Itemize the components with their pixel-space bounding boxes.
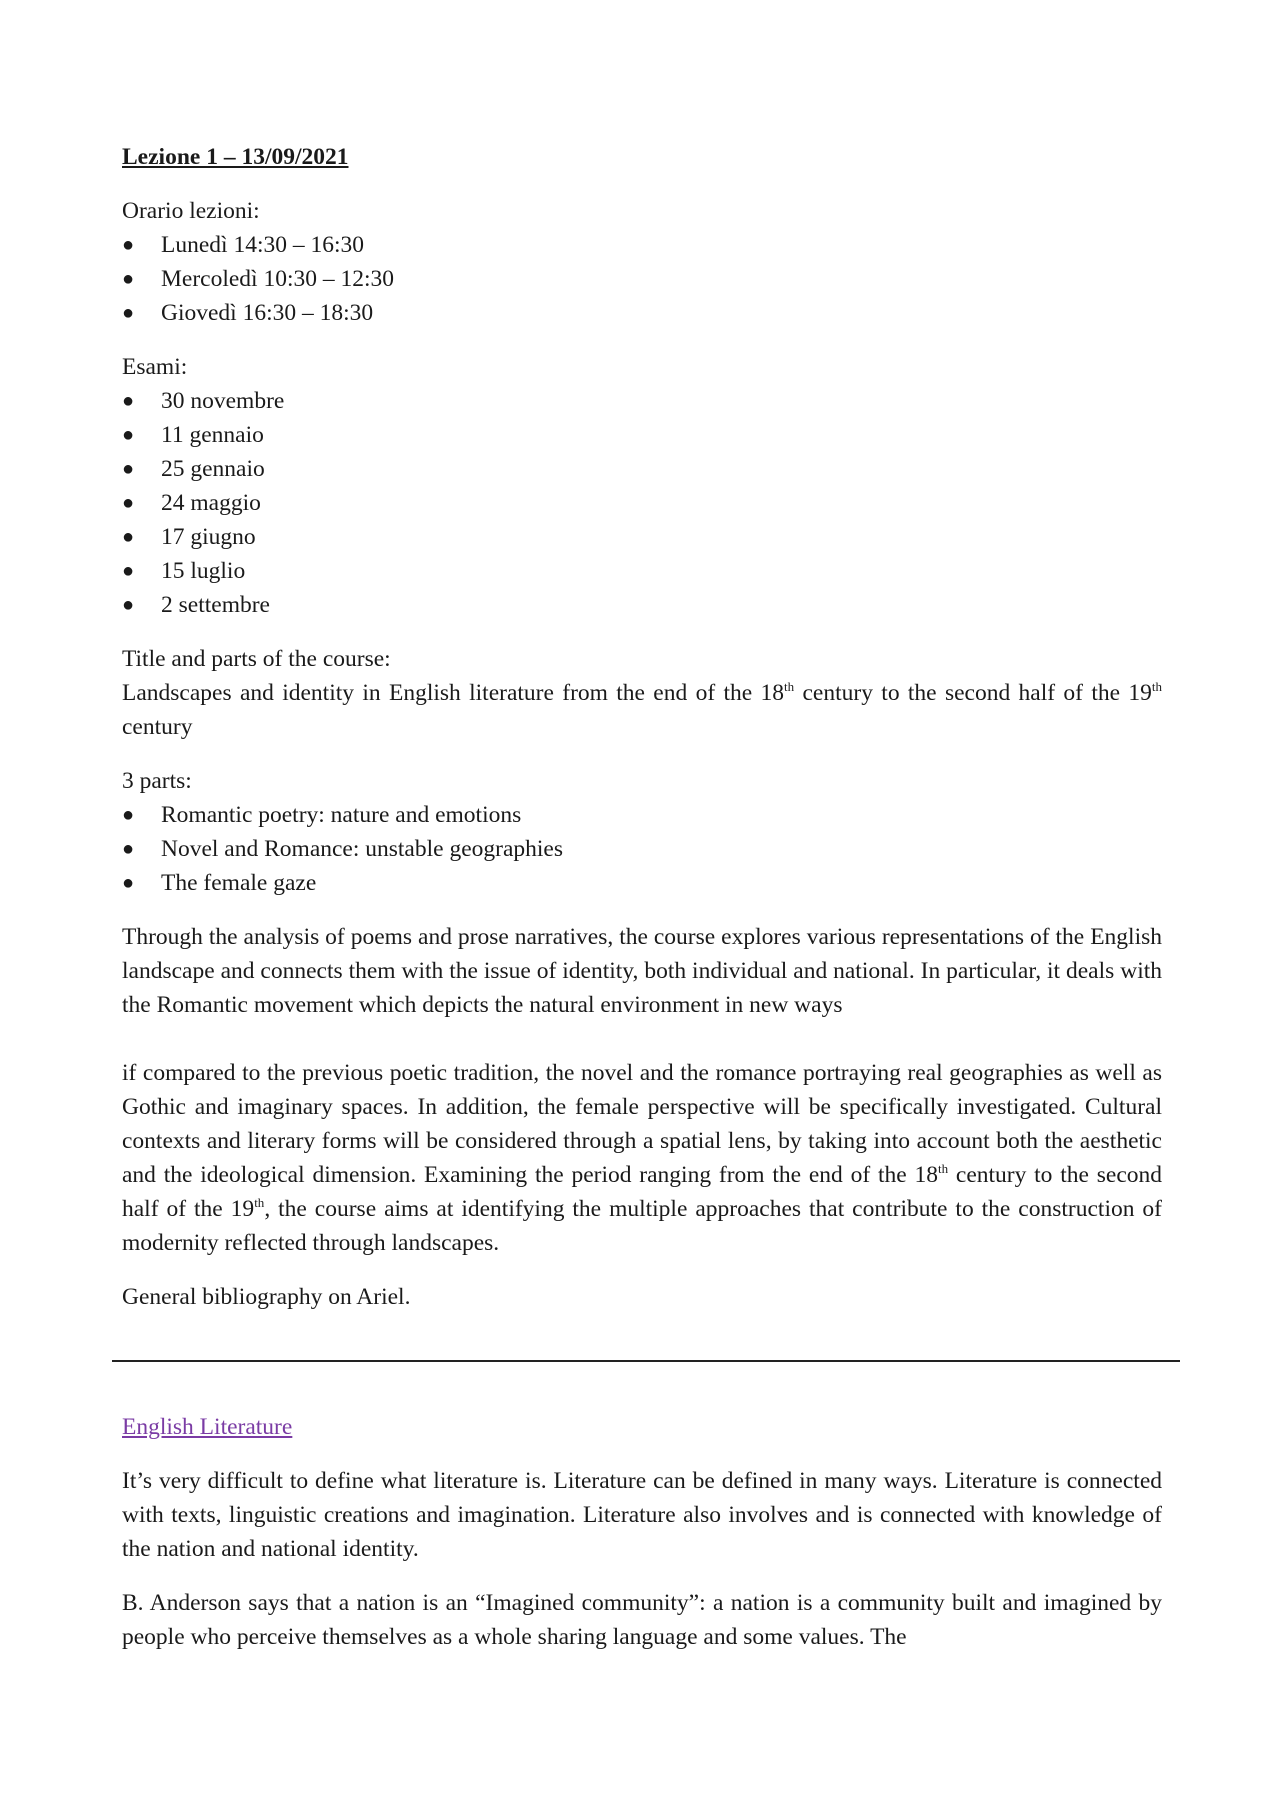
list-item: ● Lunedì 14:30 – 16:30 <box>122 228 1162 262</box>
list-item: ● 2 settembre <box>122 588 1162 622</box>
section-heading-link[interactable]: English Literature <box>122 1414 293 1440</box>
bullet-icon: ● <box>122 560 135 582</box>
blank-line <box>122 1022 1162 1056</box>
bullet-icon: ● <box>122 838 135 860</box>
bullet-icon: ● <box>122 268 135 290</box>
bullet-icon: ● <box>122 804 135 826</box>
bullet-icon: ● <box>122 872 135 894</box>
section-english-literature <box>122 1410 1162 1654</box>
description-paragraph-1: Through the analysis of poems and prose narratives, the course explores various representations of the English landscape and connects them with the issue of identity, both individual and national. In particular, it deals with the Romantic movement which depicts the natural environment in new ways <box>122 924 1162 1018</box>
list-item: ● 25 gennaio <box>122 452 1162 486</box>
bullet-icon: ● <box>122 526 135 548</box>
description-paragraph-2: if compared to the previous poetic tradition, the novel and the romance portraying real geographies as well as Gothic and imaginary spaces. In addition, the female perspective will be specifically investigated. Cultural contexts and literary forms will be considered through a spatial lens, by taking into account both the aesthetic and the ideological dimension. Examining the period ranging from the end of the 18th century to the second half of the 19th, the course aims at identifying the multiple approaches that contribute to the construction of modernity reflected through landscapes. <box>122 1060 1162 1256</box>
document-page <box>122 140 1162 1314</box>
list-item: ● 24 maggio <box>122 486 1162 520</box>
course-label: Title and parts of the course: <box>122 646 391 672</box>
bullet-icon: ● <box>122 424 135 446</box>
list-item: ● Mercoledì 10:30 – 12:30 <box>122 262 1162 296</box>
horizontal-divider <box>112 1360 1180 1362</box>
bullet-icon: ● <box>122 390 135 412</box>
list-item: ● The female gaze <box>122 866 1162 900</box>
list-item: ● Romantic poetry: nature and emotions <box>122 798 1162 832</box>
bullet-icon: ● <box>122 302 135 324</box>
bullet-icon: ● <box>122 492 135 514</box>
parts-list <box>122 798 1162 900</box>
section-paragraph-2: B. Anderson says that a nation is an “Imagined community”: a nation is a community built and imagined by people who perceive themselves as a whole sharing language and some values. The <box>122 1590 1162 1650</box>
exams-list <box>122 384 1162 622</box>
schedule-label: Orario lezioni: <box>122 198 260 224</box>
list-item: ● 11 gennaio <box>122 418 1162 452</box>
list-item: ● 15 luglio <box>122 554 1162 588</box>
bullet-icon: ● <box>122 234 135 256</box>
exams-label: Esami: <box>122 354 188 380</box>
parts-label: 3 parts: <box>122 768 192 794</box>
list-item: ● 17 giugno <box>122 520 1162 554</box>
bibliography-note: General bibliography on Ariel. <box>122 1284 411 1310</box>
bullet-icon: ● <box>122 594 135 616</box>
course-title: Landscapes and identity in English literature from the end of the 18th century to the second half of the 19th century <box>122 679 1162 740</box>
section-paragraph-1: It’s very difficult to define what literature is. Literature can be defined in many ways. Literature is connected with texts, linguistic creations and imagination. Literature also involves and is connected with knowledge of the nation and national identity. <box>122 1468 1162 1562</box>
schedule-list <box>122 228 1162 330</box>
list-item: ● 30 novembre <box>122 384 1162 418</box>
bullet-icon: ● <box>122 458 135 480</box>
list-item: ● Giovedì 16:30 – 18:30 <box>122 296 1162 330</box>
list-item: ● Novel and Romance: unstable geographies <box>122 832 1162 866</box>
lesson-title: Lezione 1 – 13/09/2021 <box>122 144 349 170</box>
